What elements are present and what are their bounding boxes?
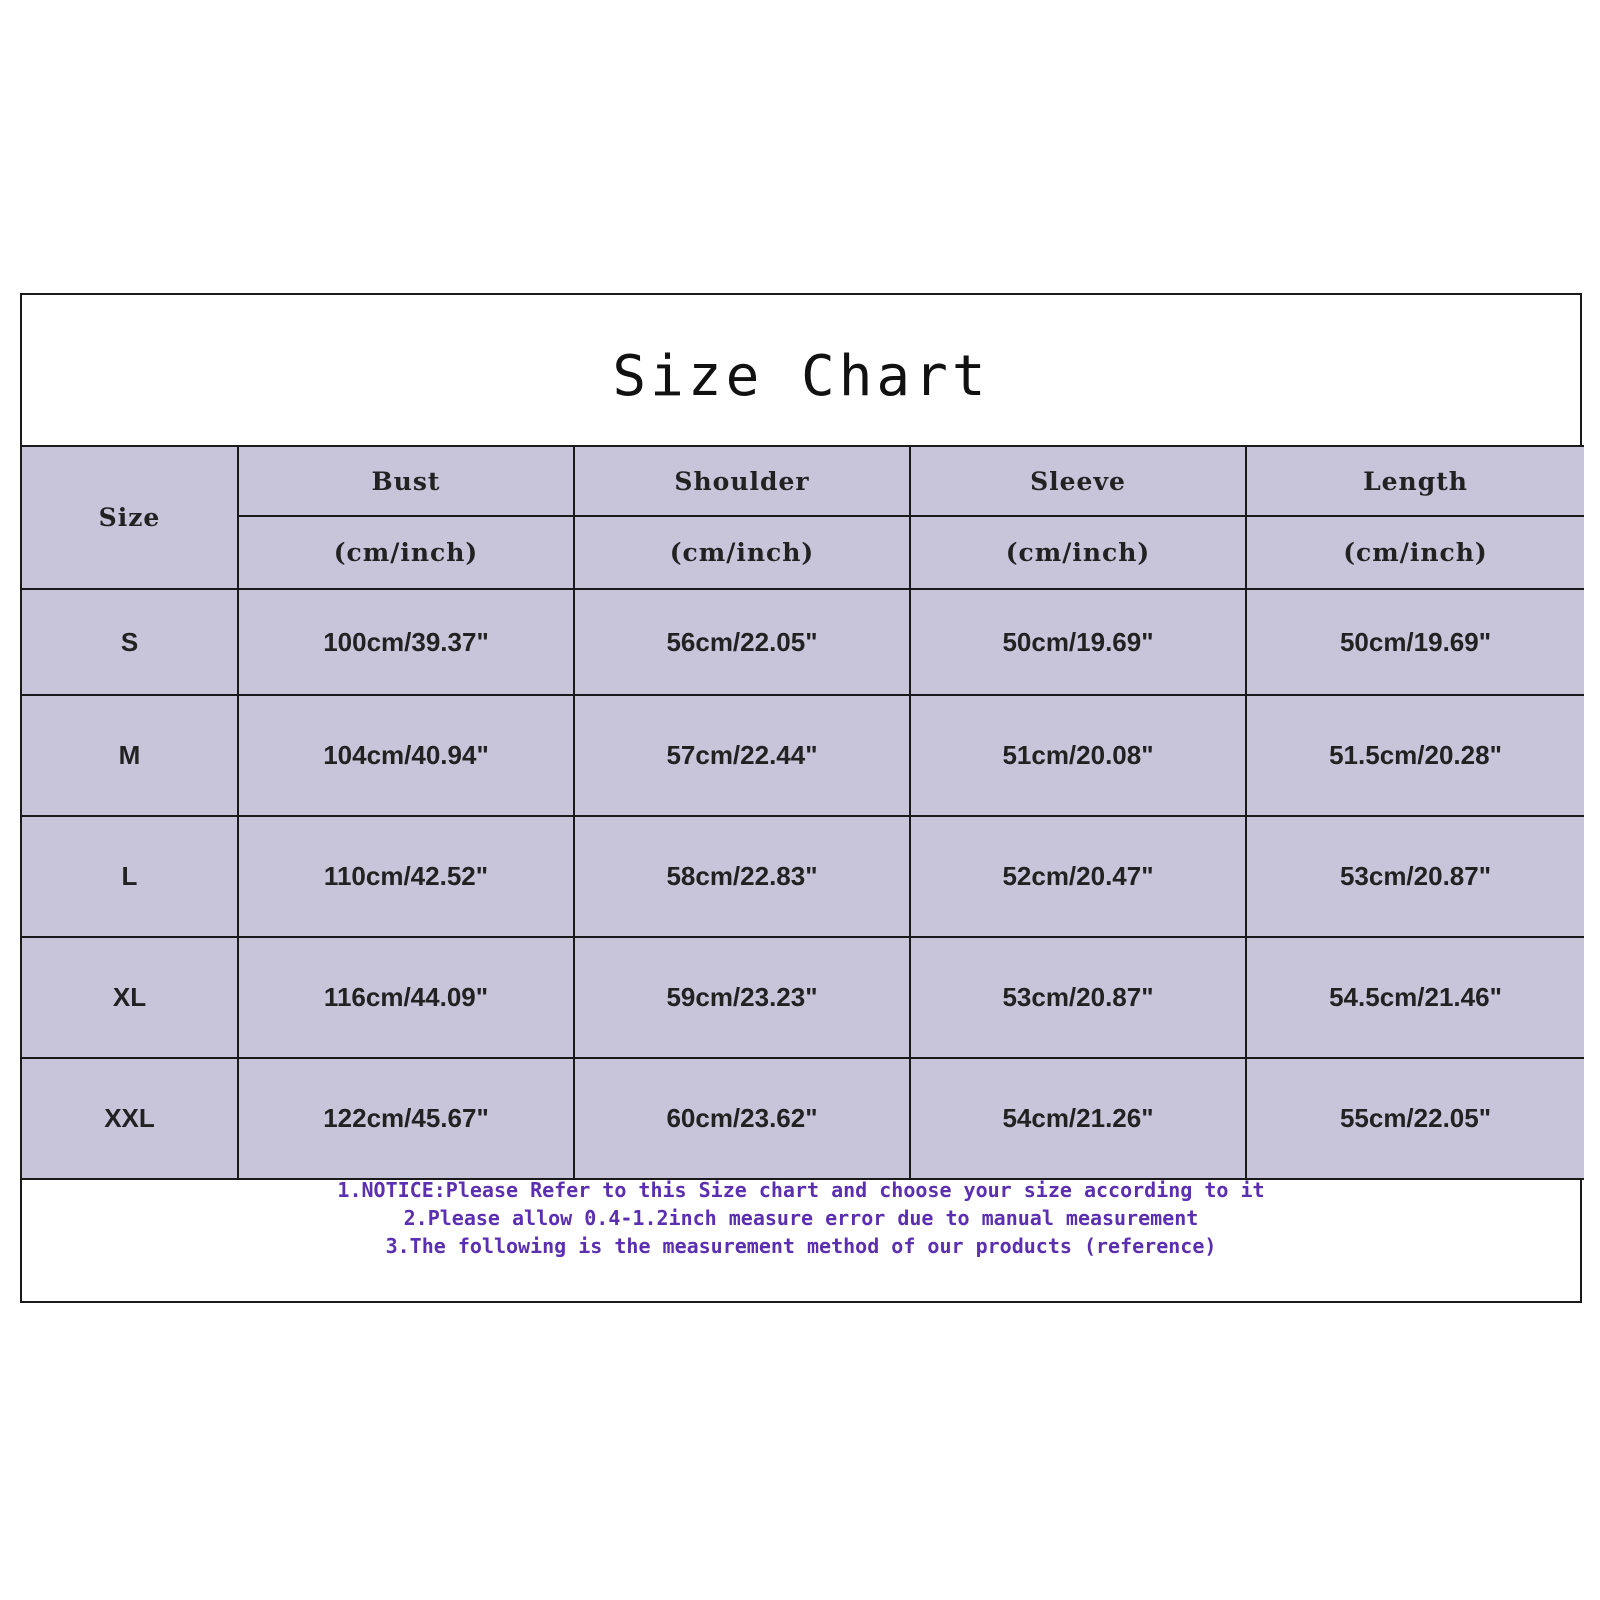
shoulder-value: 60cm/23.62" <box>574 1058 910 1179</box>
column-header-bust: Bust <box>238 446 574 516</box>
length-value: 55cm/22.05" <box>1246 1058 1584 1179</box>
size-label: XL <box>22 937 238 1058</box>
notice-line-1: 1.NOTICE:Please Refer to this Size chart and choose your size according to it <box>337 1178 1265 1202</box>
length-value: 54.5cm/21.46" <box>1246 937 1584 1058</box>
column-header-length: Length <box>1246 446 1584 516</box>
shoulder-value: 57cm/22.44" <box>574 695 910 816</box>
unit-label: (cm/inch) <box>238 516 574 589</box>
bust-value: 100cm/39.37" <box>238 589 574 695</box>
unit-label: (cm/inch) <box>1246 516 1584 589</box>
title-area <box>22 295 1580 445</box>
shoulder-value: 56cm/22.05" <box>574 589 910 695</box>
unit-label: (cm/inch) <box>910 516 1246 589</box>
column-header-sleeve: Sleeve <box>910 446 1246 516</box>
size-label: XXL <box>22 1058 238 1179</box>
unit-row <box>22 516 1584 589</box>
bust-value: 104cm/40.94" <box>238 695 574 816</box>
column-header-shoulder: Shoulder <box>574 446 910 516</box>
table-row <box>22 589 1584 695</box>
sleeve-value: 52cm/20.47" <box>910 816 1246 937</box>
header-row <box>22 446 1584 516</box>
bust-value: 116cm/44.09" <box>238 937 574 1058</box>
size-label: S <box>22 589 238 695</box>
size-label: L <box>22 816 238 937</box>
table-row <box>22 816 1584 937</box>
bust-value: 122cm/45.67" <box>238 1058 574 1179</box>
sleeve-value: 54cm/21.26" <box>910 1058 1246 1179</box>
bust-value: 110cm/42.52" <box>238 816 574 937</box>
length-value: 51.5cm/20.28" <box>1246 695 1584 816</box>
size-chart-frame <box>20 293 1582 1303</box>
table-row <box>22 695 1584 816</box>
unit-label: (cm/inch) <box>574 516 910 589</box>
sleeve-value: 50cm/19.69" <box>910 589 1246 695</box>
notice-line-3: 3.The following is the measurement method of our products (reference) <box>385 1234 1217 1258</box>
page-title: Size Chart <box>612 343 990 409</box>
shoulder-value: 58cm/22.83" <box>574 816 910 937</box>
sleeve-value: 51cm/20.08" <box>910 695 1246 816</box>
table-row <box>22 1058 1584 1179</box>
size-table <box>22 445 1584 1180</box>
table-row <box>22 937 1584 1058</box>
length-value: 50cm/19.69" <box>1246 589 1584 695</box>
notice-line-2: 2.Please allow 0.4-1.2inch measure error due to manual measurement <box>403 1206 1199 1230</box>
size-header: Size <box>22 446 238 589</box>
length-value: 53cm/20.87" <box>1246 816 1584 937</box>
sleeve-value: 53cm/20.87" <box>910 937 1246 1058</box>
size-label: M <box>22 695 238 816</box>
notes-block <box>22 1176 1580 1260</box>
shoulder-value: 59cm/23.23" <box>574 937 910 1058</box>
